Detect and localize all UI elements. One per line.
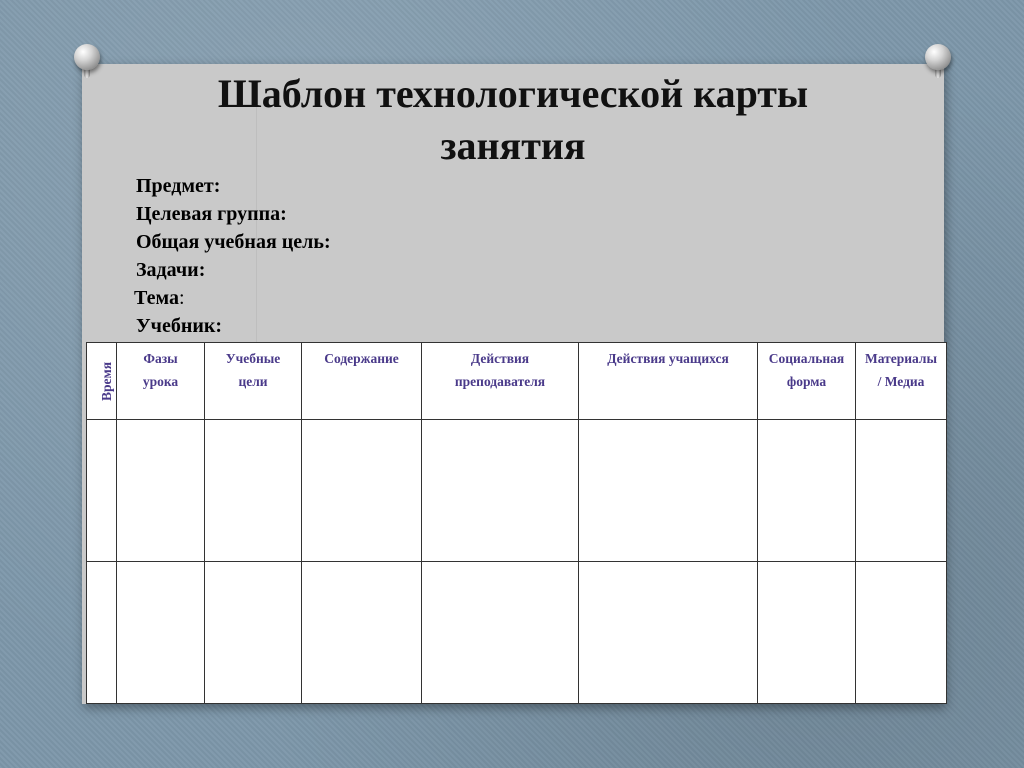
title-line-2: занятия xyxy=(440,123,586,168)
table-cell[interactable] xyxy=(579,420,758,562)
field-learning-goal: Общая учебная цель: xyxy=(136,231,331,253)
lesson-map-table-container xyxy=(86,342,946,698)
header-social-form: Социальная форма xyxy=(758,343,856,420)
header-materials-media: Материалы / Медиа xyxy=(856,343,947,420)
table-cell[interactable] xyxy=(856,420,947,562)
table-cell[interactable] xyxy=(758,420,856,562)
table-row xyxy=(87,420,947,562)
table-cell[interactable] xyxy=(87,562,117,704)
table-cell[interactable] xyxy=(205,562,302,704)
header-content: Содержание xyxy=(302,343,422,420)
field-textbook: Учебник: xyxy=(136,315,223,337)
table-cell[interactable] xyxy=(422,562,579,704)
field-topic: Тема: xyxy=(134,287,185,309)
table-cell[interactable] xyxy=(117,562,205,704)
field-tasks: Задачи: xyxy=(136,259,206,281)
field-subject: Предмет: xyxy=(136,175,221,197)
title-line-1: Шаблон технологической карты xyxy=(217,71,809,116)
table-cell[interactable] xyxy=(758,562,856,704)
table-cell[interactable] xyxy=(205,420,302,562)
table-cell[interactable] xyxy=(302,562,422,704)
header-learning-goals: Учебные цели xyxy=(205,343,302,420)
header-teacher-actions: Действия преподавателя xyxy=(422,343,579,420)
table-header-row xyxy=(87,343,947,420)
table-cell[interactable] xyxy=(856,562,947,704)
slide-title xyxy=(82,68,944,172)
table-cell[interactable] xyxy=(87,420,117,562)
lesson-map-table xyxy=(86,342,947,704)
table-cell[interactable] xyxy=(422,420,579,562)
table-cell[interactable] xyxy=(117,420,205,562)
table-row xyxy=(87,562,947,704)
header-time: Время xyxy=(87,343,117,420)
lesson-fields xyxy=(136,172,331,340)
table-cell[interactable] xyxy=(579,562,758,704)
field-target-group: Целевая группа: xyxy=(136,203,287,225)
header-lesson-phases: Фазы урока xyxy=(117,343,205,420)
table-cell[interactable] xyxy=(302,420,422,562)
header-student-actions: Действия учащихся xyxy=(579,343,758,420)
